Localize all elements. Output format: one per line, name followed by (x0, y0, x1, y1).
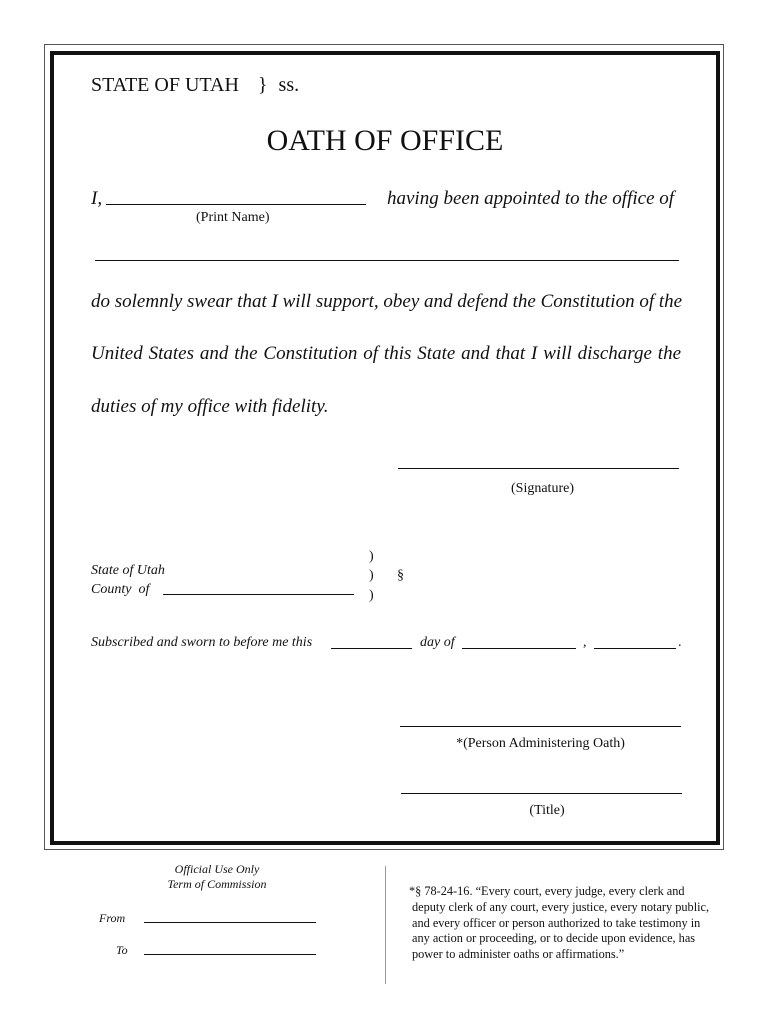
footnote-line-3: and every officer or person authorized to take testimony in (412, 915, 701, 930)
paren-bottom: ) (369, 588, 374, 603)
day-of-label: day of (420, 635, 455, 650)
title-label: (Title) (529, 803, 565, 818)
oath-line-3: duties of my office with fidelity. (91, 396, 329, 417)
print-name-field[interactable] (106, 204, 366, 205)
venue-state-label: State of Utah (91, 563, 165, 578)
oath-line-2: United States and the Constitution of this State and that I will discharge the (91, 343, 681, 364)
to-field[interactable] (144, 954, 316, 955)
ss-label: ss. (278, 74, 300, 96)
signature-label: (Signature) (511, 481, 574, 496)
term-of-commission-label: Term of Commission (167, 877, 267, 891)
footnote-line-2: deputy clerk of any court, every justice, every notary public, (412, 899, 710, 914)
person-administering-label: *(Person Administering Oath) (456, 736, 625, 751)
footer-divider (385, 866, 386, 984)
to-label: To (116, 943, 128, 957)
subscribed-text: Subscribed and sworn to before me this (91, 635, 313, 650)
oath-line-1: do solemnly swear that I will support, obey and defend the Constitution of the (91, 291, 683, 312)
office-field[interactable] (95, 260, 679, 261)
paren-mid: ) (369, 568, 374, 583)
comma: , (583, 635, 587, 650)
month-field[interactable] (462, 648, 576, 649)
section-symbol: § (397, 568, 404, 583)
official-use-heading: Official Use Only (174, 862, 260, 876)
administrator-title-field[interactable] (401, 793, 682, 794)
i-label: I, (91, 188, 103, 209)
from-label: From (99, 911, 126, 925)
footnote-line-5: power to administer oaths or affirmations.” (412, 947, 625, 962)
paren-top: ) (369, 549, 374, 564)
year-field[interactable] (594, 648, 676, 649)
brace: } (257, 74, 268, 96)
footnote-line-4: any action or proceeding, or to decide upon evidence, has (412, 931, 696, 946)
administrator-signature-field[interactable] (400, 726, 681, 727)
period: . (678, 635, 682, 650)
state-heading (91, 74, 299, 97)
state-label: STATE OF UTAH (91, 74, 239, 96)
footnote-line-1: *§ 78-24-16. “Every court, every judge, every clerk and (409, 884, 685, 898)
appointed-text: having been appointed to the office of (387, 188, 675, 209)
print-name-label: (Print Name) (196, 210, 270, 225)
from-field[interactable] (144, 922, 316, 923)
county-field[interactable] (163, 594, 354, 595)
venue-county-label: County of (91, 582, 150, 597)
statute-footnote (409, 884, 732, 963)
document-title: OATH OF OFFICE (266, 124, 504, 157)
day-field[interactable] (331, 648, 412, 649)
signature-field[interactable] (398, 468, 679, 469)
